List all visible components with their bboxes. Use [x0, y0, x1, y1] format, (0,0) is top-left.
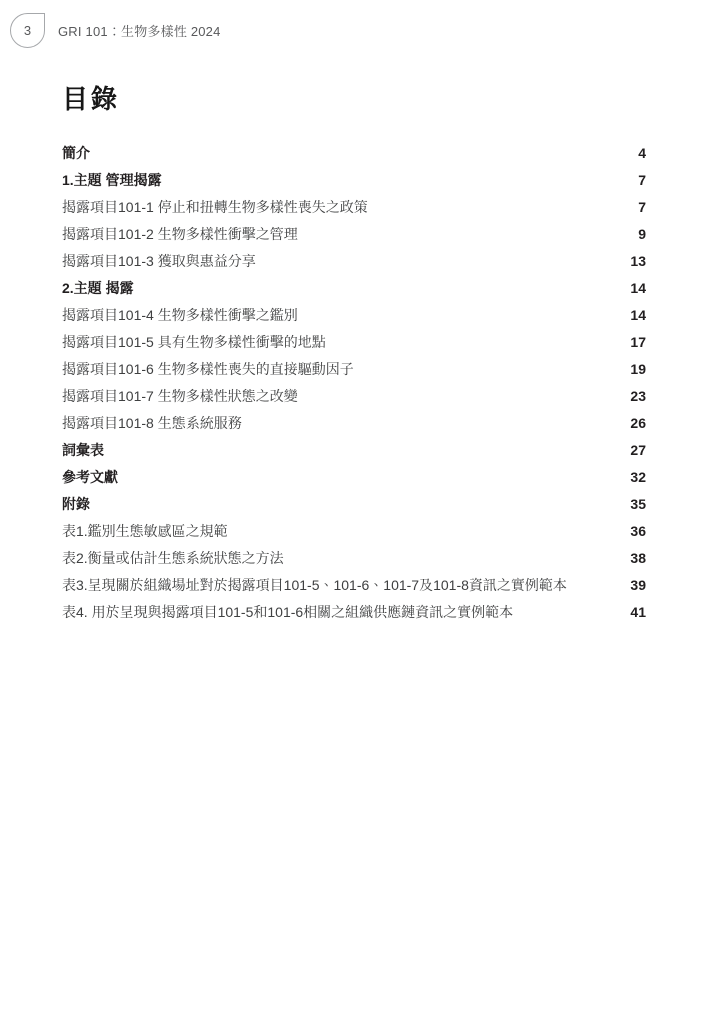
toc-entry-page: 39 [630, 577, 646, 593]
toc-entry-label: 2.主題 揭露 [62, 280, 134, 296]
page-header [10, 13, 221, 48]
toc-entry-label: 詞彙表 [62, 442, 104, 458]
page-number-badge [10, 13, 45, 48]
toc-entry-label: 表1.鑑別生態敏感區之規範 [62, 523, 228, 539]
toc-content [62, 84, 646, 628]
toc-entry-page: 14 [630, 280, 646, 296]
toc-entry-label: 揭露項目101-5 具有生物多樣性衝擊的地點 [62, 334, 326, 350]
toc-entry-page: 35 [630, 496, 646, 512]
toc-entry[interactable] [62, 331, 646, 353]
toc-entry-page: 27 [630, 442, 646, 458]
toc-entry-page: 38 [630, 550, 646, 566]
toc-entry-page: 26 [630, 415, 646, 431]
toc-entry[interactable] [62, 493, 646, 515]
toc-entry-page: 14 [630, 307, 646, 323]
toc-entry[interactable] [62, 304, 646, 326]
toc-entry-page: 7 [638, 199, 646, 215]
toc-entry[interactable] [62, 601, 646, 623]
toc-entry-label: 參考文獻 [62, 469, 118, 485]
toc-entry-label: 揭露項目101-2 生物多樣性衝擊之管理 [62, 226, 298, 242]
toc-entry-label: 附錄 [62, 496, 90, 512]
toc-entry-label: 揭露項目101-6 生物多樣性喪失的直接驅動因子 [62, 361, 354, 377]
toc-entry[interactable] [62, 277, 646, 299]
toc-entry-page: 17 [630, 334, 646, 350]
toc-entry[interactable] [62, 574, 646, 596]
toc-entry[interactable] [62, 169, 646, 191]
toc-entry-page: 19 [630, 361, 646, 377]
toc-entry[interactable] [62, 196, 646, 218]
toc-entry-label: 1.主題 管理揭露 [62, 172, 162, 188]
toc-entry-page: 36 [630, 523, 646, 539]
toc-entry[interactable] [62, 358, 646, 380]
toc-entry-page: 9 [638, 226, 646, 242]
toc-entry-page: 32 [630, 469, 646, 485]
toc-entry-label: 表2.衡量或估計生態系統狀態之方法 [62, 550, 284, 566]
toc-entry[interactable] [62, 466, 646, 488]
toc-entry-label: 揭露項目101-1 停止和扭轉生物多樣性喪失之政策 [62, 199, 368, 215]
page-number: 3 [23, 23, 32, 38]
document-title: GRI 101：生物多樣性 2024 [58, 24, 221, 39]
toc-entry-label: 揭露項目101-4 生物多樣性衝擊之鑑別 [62, 307, 298, 323]
toc-entry-label: 表4. 用於呈現與揭露項目101-5和101-6相關之組織供應鏈資訊之實例範本 [62, 604, 514, 620]
toc-entry[interactable] [62, 412, 646, 434]
toc-entry[interactable] [62, 439, 646, 461]
toc-entry[interactable] [62, 250, 646, 272]
toc-entry-label: 簡介 [62, 145, 90, 161]
toc-entry[interactable] [62, 520, 646, 542]
toc-entry[interactable] [62, 547, 646, 569]
toc-entry-page: 41 [630, 604, 646, 620]
toc-entry-label: 揭露項目101-3 獲取與惠益分享 [62, 253, 256, 269]
toc-entry-page: 13 [630, 253, 646, 269]
toc-entry-label: 揭露項目101-7 生物多樣性狀態之改變 [62, 388, 298, 404]
table-of-contents [62, 142, 646, 623]
toc-entry[interactable] [62, 223, 646, 245]
toc-entry-page: 7 [638, 172, 646, 188]
toc-entry-page: 23 [630, 388, 646, 404]
toc-entry[interactable] [62, 142, 646, 164]
toc-entry-label: 表3.呈現關於組織場址對於揭露項目101-5、101-6、101-7及101-8資訊之實例範本 [62, 577, 567, 593]
toc-entry-label: 揭露項目101-8 生態系統服務 [62, 415, 242, 431]
page-title: 目錄 [62, 84, 121, 114]
toc-entry-page: 4 [638, 145, 646, 161]
toc-entry[interactable] [62, 385, 646, 407]
